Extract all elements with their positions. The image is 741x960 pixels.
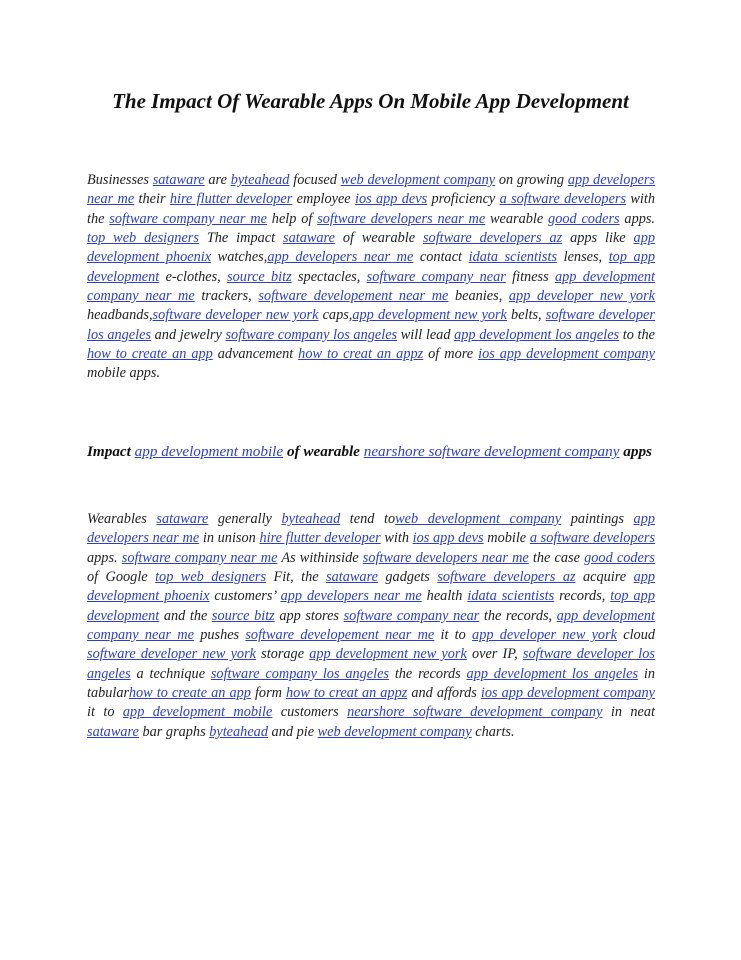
body-text: the case — [528, 549, 585, 566]
body-text: watches, — [211, 249, 268, 266]
body-text: contact — [413, 249, 469, 266]
inline-link[interactable]: sataware — [156, 511, 209, 527]
body-text: wearable — [485, 210, 549, 227]
inline-link[interactable]: nearshore software development company — [347, 704, 603, 721]
body-text: in unison — [199, 530, 260, 547]
body-text: of wearable — [334, 230, 423, 247]
inline-link[interactable]: app development los angeles — [466, 665, 639, 682]
body-text: to the — [619, 326, 655, 343]
inline-link[interactable]: app developers near me — [87, 511, 655, 547]
inline-link[interactable]: a software developers — [499, 191, 627, 208]
body-text: form — [250, 685, 287, 702]
inline-link[interactable]: software developers az — [437, 569, 576, 586]
inline-link[interactable]: nearshore software development company — [363, 443, 620, 460]
body-text: and affords — [407, 685, 481, 702]
body-text: will lead — [397, 326, 455, 343]
body-text: it to — [87, 704, 123, 721]
heading-text: apps — [619, 443, 652, 460]
body-text: storage — [256, 646, 310, 663]
body-text: charts. — [471, 723, 515, 740]
body-text: and pie — [267, 723, 318, 740]
body-text: with — [380, 530, 413, 547]
body-text: their — [134, 191, 170, 208]
body-text: with the — [87, 191, 656, 227]
body-text: As withinside — [277, 549, 363, 566]
body-text: the records, — [479, 607, 557, 624]
inline-link[interactable]: idata scientists — [468, 249, 558, 266]
inline-link[interactable]: ios app development company — [480, 685, 655, 702]
inline-link[interactable]: source bitz — [227, 268, 292, 285]
inline-link[interactable]: sataware — [283, 230, 335, 247]
body-text: Businesses — [87, 172, 153, 188]
inline-link[interactable]: software company near — [366, 268, 506, 285]
heading-text: of wearable — [283, 443, 364, 460]
body-text: health — [421, 588, 468, 605]
body-text: headbands, — [87, 307, 153, 324]
body-text: advancement — [212, 346, 299, 363]
inline-link[interactable]: byteahead — [230, 172, 290, 188]
body-text: proficiency — [427, 191, 500, 208]
inline-link[interactable]: software developer new york — [87, 646, 256, 663]
inline-link[interactable]: software developement near me — [245, 627, 435, 644]
inline-link[interactable]: software developement near me — [258, 288, 449, 305]
inline-link[interactable]: app development company near me — [87, 607, 655, 644]
body-text: acquire — [575, 569, 634, 586]
body-text: in tabular — [87, 665, 655, 702]
body-text: are — [204, 172, 231, 188]
body-text: and jewelry — [151, 326, 226, 343]
body-text: tend to — [340, 511, 396, 527]
body-text: apps. — [619, 210, 655, 227]
body-text: cloud — [617, 627, 655, 644]
body-text: e-clothes, — [159, 268, 228, 285]
body-text: and the — [159, 607, 212, 624]
inline-link[interactable]: hire flutter developer — [169, 191, 293, 208]
inline-link[interactable]: software developers az — [422, 230, 563, 247]
body-text: The impact — [198, 230, 284, 247]
body-text: of Google — [87, 569, 156, 586]
inline-link[interactable]: ios app devs — [412, 530, 484, 547]
body-text: the records — [389, 665, 467, 682]
body-text: records, — [554, 588, 611, 605]
body-text: spectacles, — [291, 268, 367, 285]
body-text: Wearables — [87, 511, 157, 527]
body-text: Fit, the — [266, 569, 327, 586]
inline-link[interactable]: how to creat an appz — [286, 685, 408, 702]
inline-link[interactable]: good coders — [548, 210, 620, 227]
inline-link[interactable]: app development company near me — [87, 268, 656, 305]
inline-link[interactable]: web development company — [395, 511, 562, 527]
inline-link[interactable]: good coders — [584, 549, 655, 566]
inline-link[interactable]: sataware — [326, 569, 378, 586]
body-text: apps like — [562, 230, 634, 247]
inline-link[interactable]: source bitz — [211, 607, 275, 624]
inline-link[interactable]: software company los angeles — [210, 665, 389, 682]
inline-link[interactable]: app development phoenix — [87, 230, 655, 266]
inline-link[interactable]: app development new york — [352, 307, 507, 324]
inline-link[interactable]: top app development — [87, 249, 656, 285]
inline-link[interactable]: top web designers — [155, 569, 267, 586]
page-title: The Impact Of Wearable Apps On Mobile App Development — [112, 89, 629, 113]
inline-link[interactable]: app developers near me — [87, 172, 655, 208]
inline-link[interactable]: ios app devs — [354, 191, 428, 208]
inline-link[interactable]: web development company — [317, 723, 472, 740]
inline-link[interactable]: app development new york — [309, 646, 467, 663]
body-text: help of — [266, 210, 318, 227]
inline-link[interactable]: app development los angeles — [454, 326, 620, 343]
inline-link[interactable]: software developer los angeles — [87, 307, 655, 343]
body-text: lenses, — [557, 249, 609, 266]
body-text: caps, — [318, 307, 353, 324]
body-text: app stores — [274, 607, 344, 624]
inline-link[interactable]: software developers near me — [317, 210, 486, 227]
body-text: it to — [434, 627, 473, 644]
body-text: bar graphs — [138, 723, 210, 740]
inline-link[interactable]: app developer new york — [508, 288, 655, 305]
inline-link[interactable]: app development mobile — [134, 443, 284, 460]
inline-link[interactable]: software company near me — [109, 210, 267, 227]
inline-link[interactable]: software developers near me — [362, 549, 529, 566]
inline-link[interactable]: top app development — [87, 588, 655, 624]
section-heading — [87, 442, 655, 462]
body-text: belts, — [506, 307, 546, 324]
body-text: customers — [272, 704, 348, 721]
body-text: over IP, — [466, 646, 523, 663]
inline-link[interactable]: app development mobile — [122, 704, 273, 721]
inline-link[interactable]: byteahead — [281, 511, 341, 527]
inline-link[interactable]: app developers near me — [267, 249, 414, 266]
body-text: pushes — [193, 627, 246, 644]
body-text: of more — [423, 346, 479, 363]
heading-text: Impact — [87, 443, 135, 460]
inline-link[interactable]: app developers near me — [280, 588, 422, 605]
inline-link[interactable]: ios app development company — [478, 346, 656, 363]
inline-link[interactable]: how to create an app — [128, 685, 251, 702]
body-text: customers’ — [209, 588, 281, 605]
body-text: gadgets — [377, 569, 438, 586]
body-text: generally — [208, 511, 282, 527]
body-text: in neat — [602, 704, 656, 721]
body-text: employee — [292, 191, 355, 208]
body-text: a technique — [130, 665, 211, 682]
inline-link[interactable]: software company near — [343, 607, 480, 624]
inline-link[interactable]: software company near me — [121, 549, 278, 566]
inline-link[interactable]: software developer los angeles — [87, 646, 655, 682]
inline-link[interactable]: sataware — [152, 172, 205, 188]
inline-link[interactable]: byteahead — [209, 723, 268, 740]
body-text: fitness — [505, 268, 555, 285]
inline-link[interactable]: a software developers — [529, 530, 656, 547]
body-text: apps. — [87, 549, 122, 566]
body-paragraph — [87, 510, 655, 742]
inline-link[interactable]: idata scientists — [467, 588, 555, 605]
body-text: mobile — [483, 530, 530, 547]
intro-paragraph — [87, 171, 655, 384]
body-text: paintings — [561, 511, 634, 527]
inline-link[interactable]: app development phoenix — [87, 569, 656, 605]
body-text: trackers, — [194, 288, 259, 305]
body-text: focused — [289, 172, 341, 188]
inline-link[interactable]: how to creat an appz — [298, 346, 424, 363]
body-text: on growing — [495, 172, 568, 188]
inline-link[interactable]: app developer new york — [472, 627, 617, 644]
inline-link[interactable]: software company los angeles — [225, 326, 398, 343]
inline-link[interactable]: web development company — [340, 172, 496, 188]
inline-link[interactable]: sataware — [87, 723, 139, 740]
inline-link[interactable]: top web designers — [87, 230, 199, 247]
inline-link[interactable]: hire flutter developer — [259, 530, 381, 547]
body-text: mobile apps. — [87, 365, 161, 382]
inline-link[interactable]: how to create an app — [87, 346, 213, 363]
body-text: beanies, — [448, 288, 509, 305]
inline-link[interactable]: software developer new york — [152, 307, 319, 324]
